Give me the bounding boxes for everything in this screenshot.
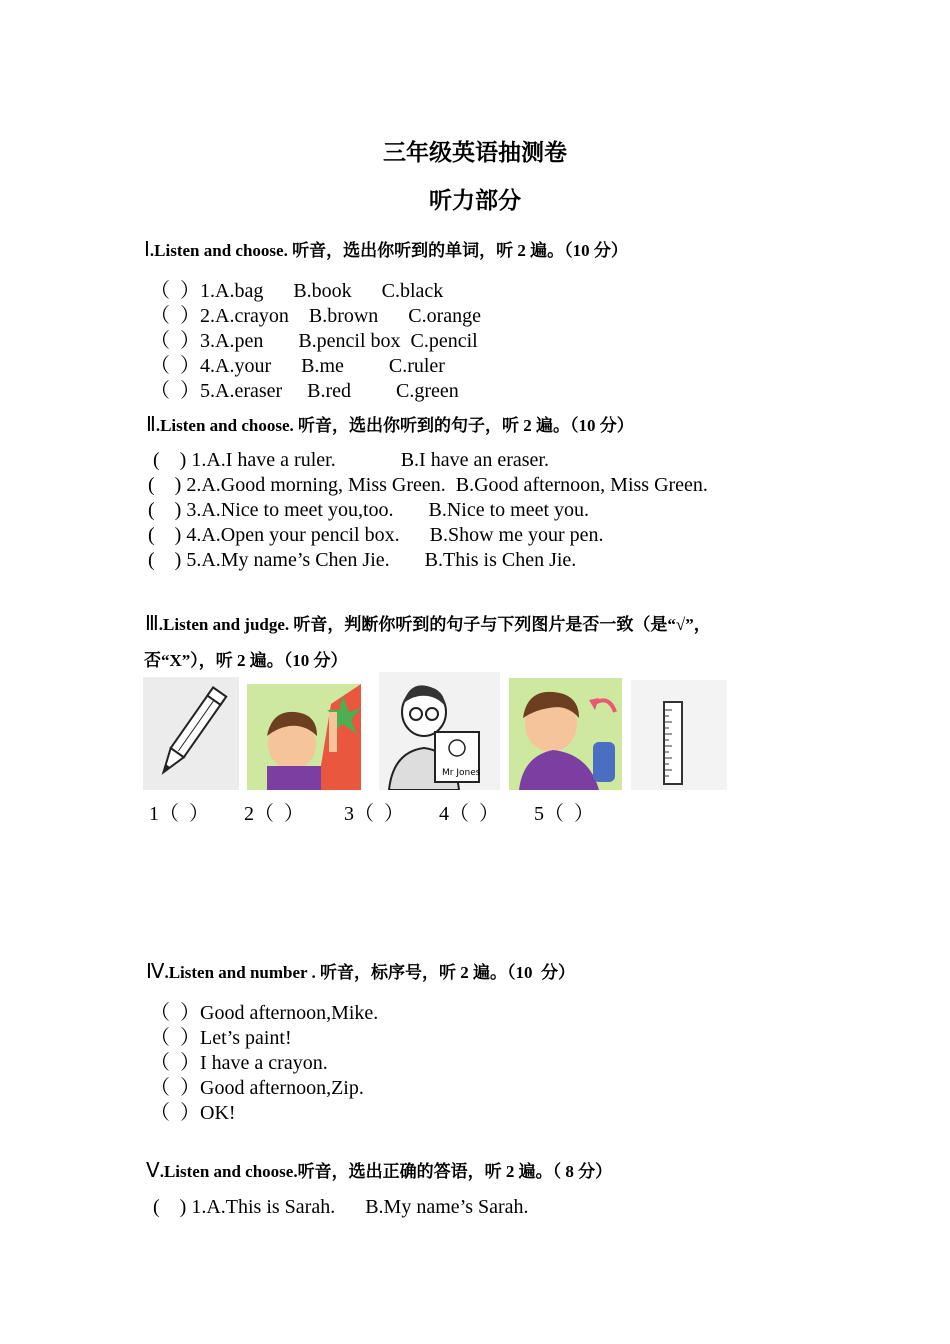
section-3-answer-5: 5（ ） bbox=[534, 803, 594, 825]
section-4-item-2: （ ）Let’s paint! bbox=[150, 1027, 292, 1049]
section-3-numeral: Ⅲ bbox=[145, 611, 159, 635]
section-3-answer-3: 3（ ） bbox=[344, 803, 404, 825]
section-2-heading-text: .Listen and choose. 听音，选出你听到的句子，听 2 遍。（10 分） bbox=[155, 416, 634, 435]
section-4-item-1: （ ）Good afternoon,Mike. bbox=[150, 1002, 379, 1024]
section-3-heading-line-2: 否“X”），听 2 遍。（10 分） bbox=[144, 651, 348, 670]
section-2-numeral: Ⅱ bbox=[146, 412, 156, 436]
section-5-heading bbox=[146, 1157, 612, 1182]
section-1-item-2: （ ）2.A.crayon B.brown C.orange bbox=[150, 305, 482, 327]
section-5-numeral: Ⅴ bbox=[146, 1158, 160, 1182]
section-1-item-5: （ ）5.A.eraser B.red C.green bbox=[150, 380, 459, 402]
mr-jones-card-text: Mr Jones bbox=[442, 768, 481, 778]
section-4-item-5: （ ）OK! bbox=[150, 1102, 236, 1124]
section-2-item-3: ( ) 3.A.Nice to meet you,too. B.Nice to meet you. bbox=[148, 499, 590, 521]
boy-with-crayon-picture bbox=[247, 684, 361, 790]
section-1-heading-text: .Listen and choose. 听音，选出你听到的单词，听 2 遍。（10 分） bbox=[149, 241, 628, 260]
section-2-heading bbox=[146, 411, 634, 436]
section-5-item-1: ( ) 1.A.This is Sarah. B.My name’s Sarah. bbox=[153, 1196, 529, 1218]
section-1-item-4: （ ）4.A.your B.me C.ruler bbox=[150, 355, 445, 377]
section-1-item-3: （ ）3.A.pen B.pencil box C.pencil bbox=[150, 330, 478, 352]
page-title: 三年级英语抽测卷 bbox=[383, 140, 567, 166]
section-2-item-2: ( ) 2.A.Good morning, Miss Green. B.Good afternoon, Miss Green. bbox=[148, 474, 708, 496]
section-2-item-1: ( ) 1.A.I have a ruler. B.I have an eraser. bbox=[153, 449, 549, 471]
page-subtitle: 听力部分 bbox=[429, 188, 521, 214]
section-1-numeral: Ⅰ bbox=[144, 237, 150, 261]
section-1-item-1: （ ）1.A.bag B.book C.black bbox=[150, 280, 444, 302]
section-4-numeral: Ⅳ bbox=[146, 959, 165, 983]
section-2-item-4: ( ) 4.A.Open your pencil box. B.Show me your pen. bbox=[148, 524, 604, 546]
section-4-item-3: （ ）I have a crayon. bbox=[150, 1052, 328, 1074]
ruler-picture bbox=[631, 680, 727, 790]
pencil-picture bbox=[143, 677, 239, 790]
section-3-answer-1: 1（ ） bbox=[149, 803, 209, 825]
section-4-heading-text: .Listen and number . 听音，标序号，听 2 遍。（10 分） bbox=[164, 963, 576, 982]
teacher-mr-jones-picture bbox=[379, 672, 500, 790]
section-4-heading bbox=[146, 958, 575, 983]
section-5-heading-text: .Listen and choose.听音，选出正确的答语，听 2 遍。（ 8 分） bbox=[159, 1162, 613, 1181]
section-2-item-5: ( ) 5.A.My name’s Chen Jie. B.This is Chen Jie. bbox=[148, 549, 577, 571]
section-1-heading bbox=[144, 236, 628, 261]
section-3-answer-4: 4（ ） bbox=[439, 803, 499, 825]
boy-with-backpack-picture bbox=[509, 678, 622, 790]
section-4-item-4: （ ）Good afternoon,Zip. bbox=[150, 1077, 364, 1099]
section-3-heading bbox=[145, 610, 711, 635]
section-3-heading-text: .Listen and judge. 听音，判断你听到的句子与下列图片是否一致（是“√”， bbox=[158, 615, 711, 634]
section-3-answer-2: 2（ ） bbox=[244, 803, 304, 825]
